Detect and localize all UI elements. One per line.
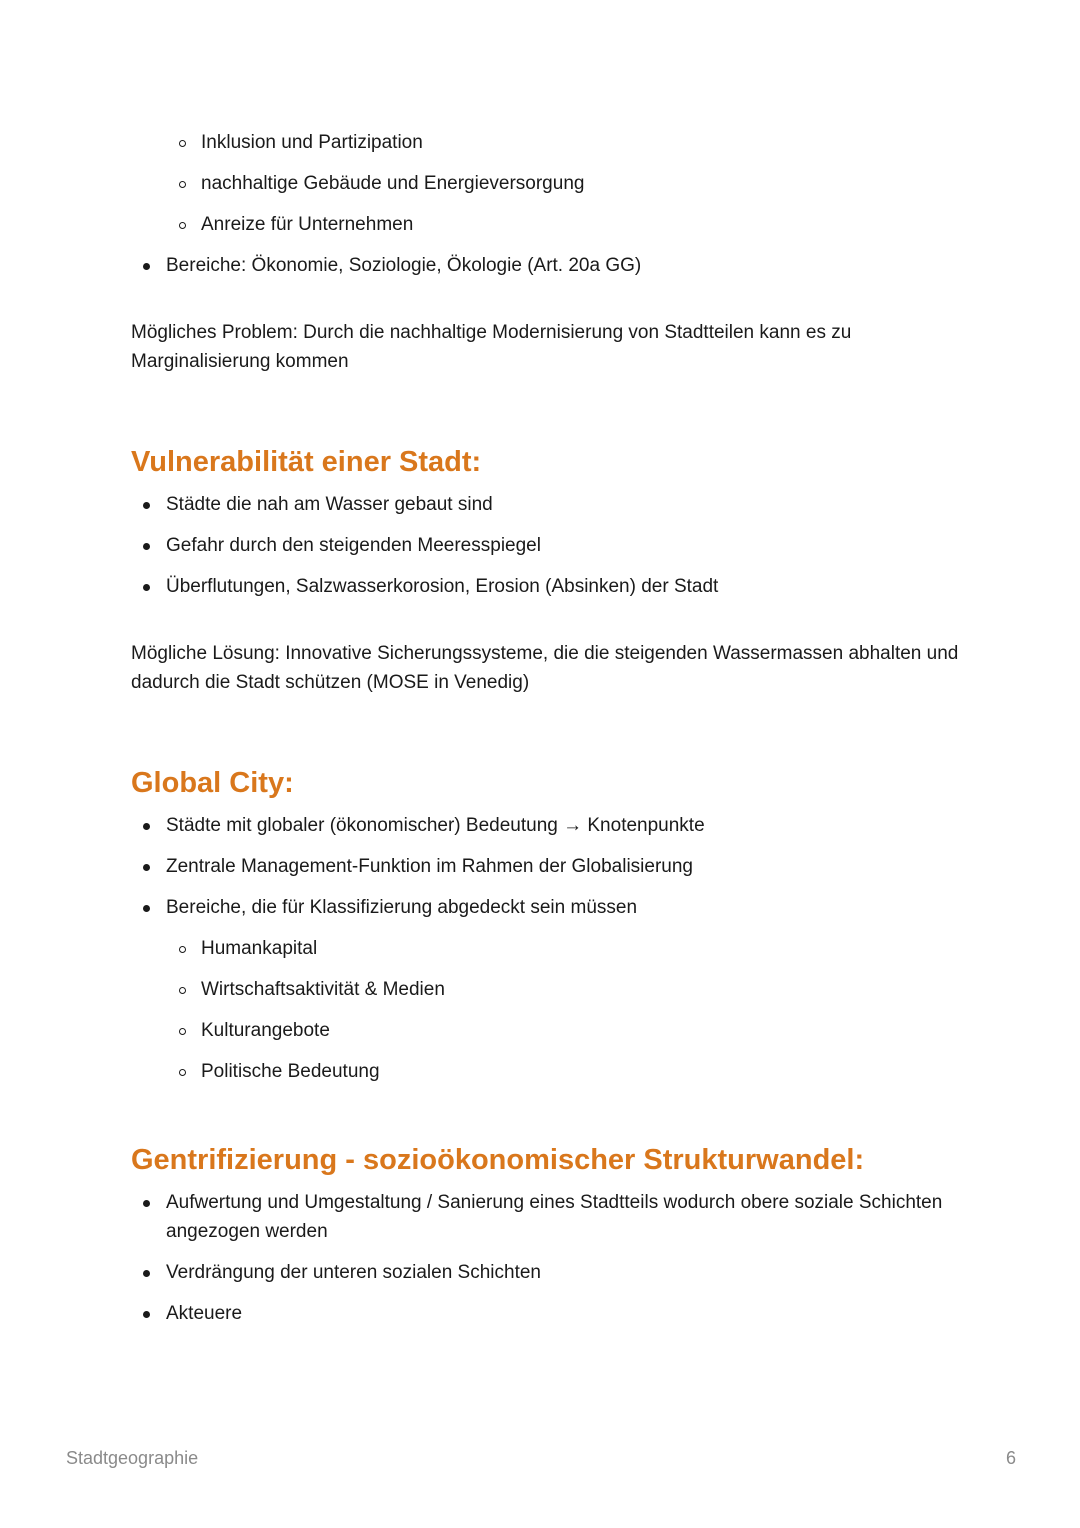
list-item: Gefahr durch den steigenden Meeresspiegel [131, 531, 961, 560]
list-item: Städte mit globaler (ökonomischer) Bedeutung → Knotenpunkte [131, 811, 961, 840]
bullet-icon [143, 1200, 150, 1207]
hollow-bullet-icon [179, 140, 186, 147]
list-item: Städte die nah am Wasser gebaut sind [131, 490, 961, 519]
bullet-icon [143, 905, 150, 912]
global-city-list [131, 811, 961, 1086]
gentrification-heading: Gentrifizierung - sozioökonomischer Strukturwandel: [131, 1144, 865, 1176]
problem-paragraph: Mögliches Problem: Durch die nachhaltige Modernisierung von Stadtteilen kann es zu Marginalisierung kommen [131, 322, 852, 372]
gentrification-list [131, 1188, 961, 1328]
bullet-icon [143, 1270, 150, 1277]
list-item: Überflutungen, Salzwasserkorosion, Erosion (Absinken) der Stadt [131, 572, 961, 601]
hollow-bullet-icon [179, 987, 186, 994]
solution-paragraph: Mögliche Lösung: Innovative Sicherungssysteme, die die steigenden Wassermassen abhalten und dadurch die Stadt schützen (MOSE in Venedig) [131, 643, 959, 693]
bullet-icon [143, 263, 150, 270]
list-item: Humankapital [131, 934, 961, 963]
bullet-icon [143, 584, 150, 591]
global-city-heading: Global City: [131, 767, 294, 799]
list-item: Politische Bedeutung [131, 1057, 961, 1086]
intro-sublist [131, 128, 961, 239]
list-item: Wirtschaftsaktivität & Medien [131, 975, 961, 1004]
hollow-bullet-icon [179, 1028, 186, 1035]
hollow-bullet-icon [179, 1069, 186, 1076]
list-item: Inklusion und Partizipation [131, 128, 961, 157]
bullet-icon [143, 543, 150, 550]
list-item: Zentrale Management-Funktion im Rahmen der Globalisierung [131, 852, 961, 881]
bullet-icon [143, 864, 150, 871]
footer-title: Stadtgeographie [66, 1448, 199, 1468]
vulnerability-list [131, 490, 961, 601]
hollow-bullet-icon [179, 222, 186, 229]
list-item: Aufwertung und Umgestaltung / Sanierung eines Stadtteils wodurch obere soziale Schichten angezogen werden [131, 1188, 961, 1246]
hollow-bullet-icon [179, 946, 186, 953]
list-item: Verdrängung der unteren sozialen Schichten [131, 1258, 961, 1287]
page-number: 6 [1005, 1448, 1016, 1468]
list-item: Akteuere [131, 1299, 961, 1328]
vulnerability-heading: Vulnerabilität einer Stadt: [131, 446, 482, 478]
bullet-icon [143, 502, 150, 509]
list-item: Anreize für Unternehmen [131, 210, 961, 239]
global-city-sublist [131, 934, 961, 1086]
list-item: Kulturangebote [131, 1016, 961, 1045]
bullet-icon [143, 1311, 150, 1318]
bullet-icon [143, 823, 150, 830]
list-item: nachhaltige Gebäude und Energieversorgung [131, 169, 961, 198]
intro-list [131, 128, 961, 280]
hollow-bullet-icon [179, 181, 186, 188]
list-item: Bereiche, die für Klassifizierung abgedeckt sein müssen [131, 893, 961, 922]
document-page [131, 128, 961, 1340]
list-item: Bereiche: Ökonomie, Soziologie, Ökologie (Art. 20a GG) [131, 251, 961, 280]
